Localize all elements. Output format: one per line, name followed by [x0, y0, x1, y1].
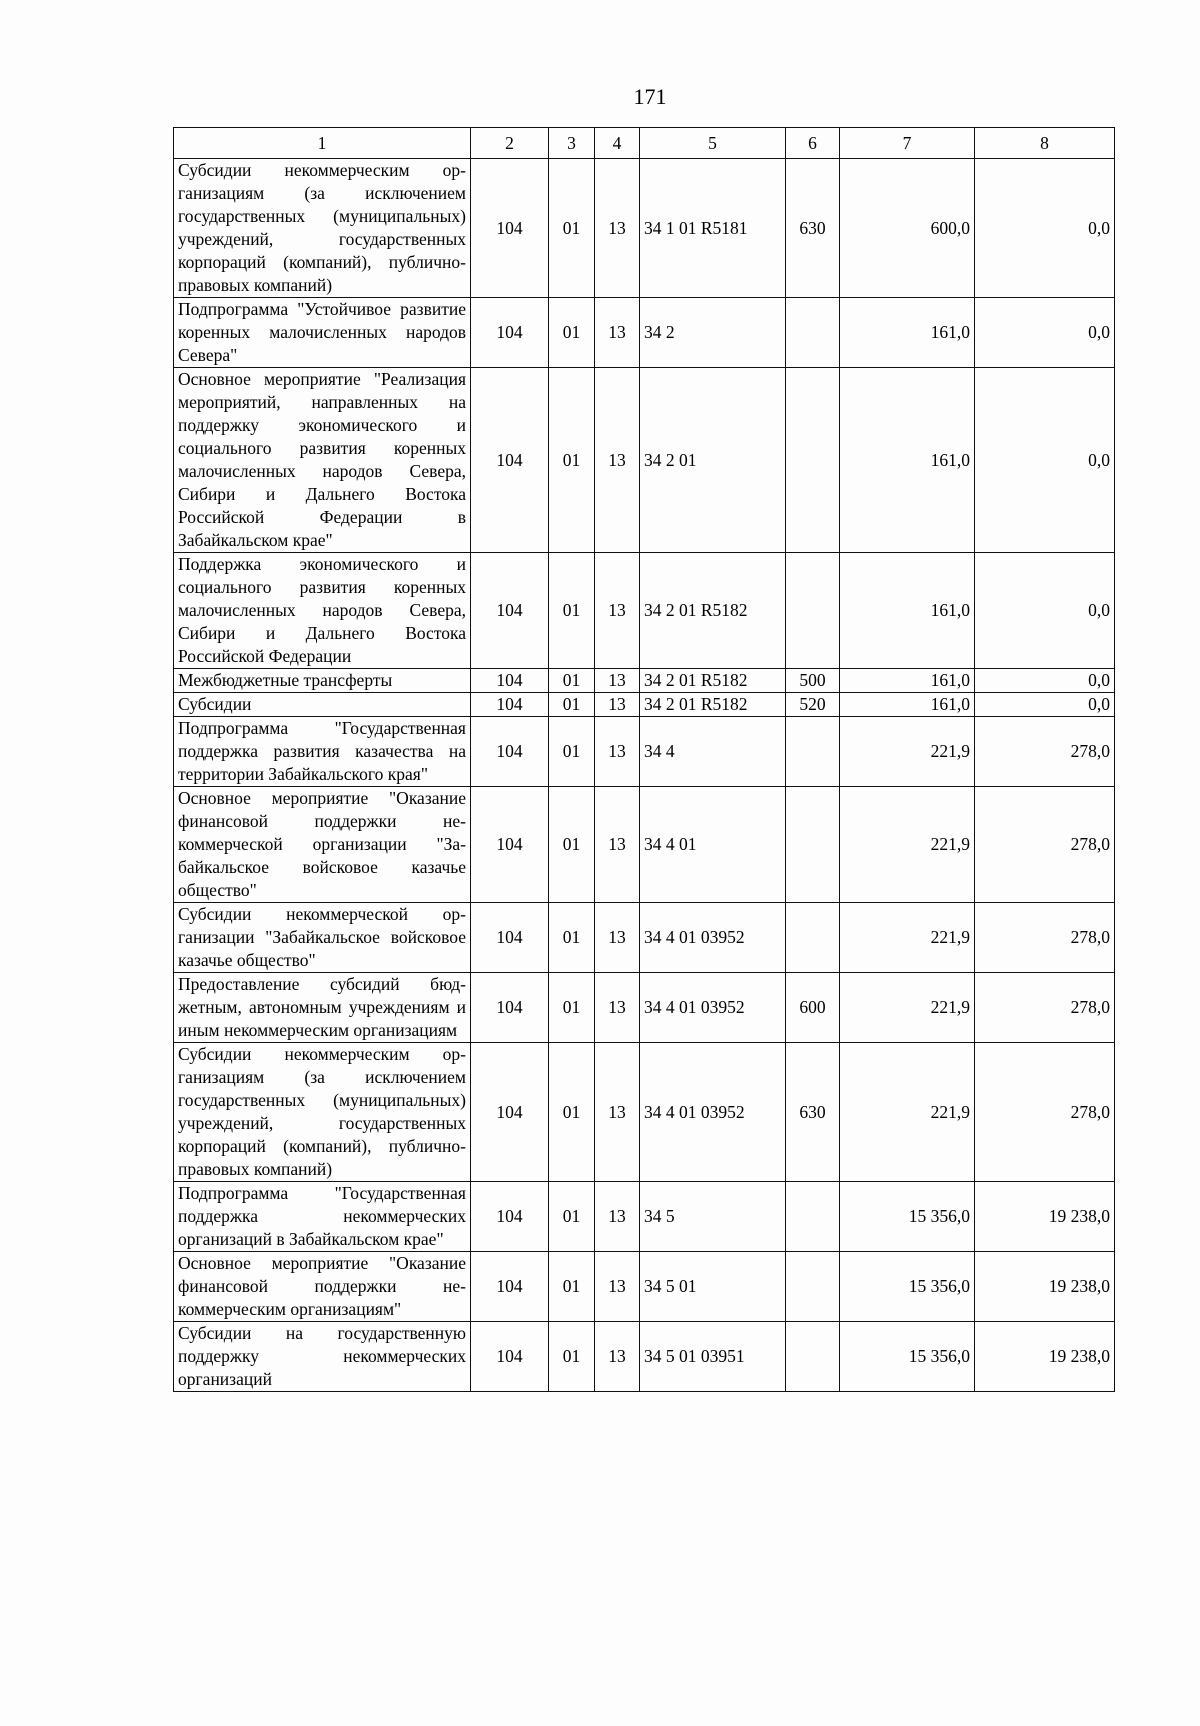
row-col4-cell: 13 — [595, 903, 640, 973]
row-name-cell: Подпрограмма "Государственная поддержка некоммерческих организаций в Забайкальском крае" — [174, 1182, 471, 1252]
row-col8-cell: 19 238,0 — [975, 1252, 1115, 1322]
row-col3-cell: 01 — [549, 1182, 595, 1252]
row-name-cell: Основное мероприятие "Оказание финансовой поддержки некоммерческой организации "Забайкальское войсковое казачье общество" — [174, 787, 471, 903]
row-col7-cell: 161,0 — [840, 368, 975, 553]
row-col6-cell — [786, 1322, 840, 1392]
row-col4-cell: 13 — [595, 669, 640, 693]
page-number: 171 — [633, 84, 667, 109]
row-col5-cell: 34 2 01 — [640, 368, 786, 553]
header-cell: 2 — [471, 128, 549, 159]
header-cell: 4 — [595, 128, 640, 159]
table-row — [174, 1252, 1115, 1322]
row-col6-cell — [786, 368, 840, 553]
row-col3-cell: 01 — [549, 787, 595, 903]
row-col7-cell: 161,0 — [840, 669, 975, 693]
row-col6-cell — [786, 717, 840, 787]
row-col6-cell: 600 — [786, 973, 840, 1043]
row-col4-cell: 13 — [595, 693, 640, 717]
row-col5-cell: 34 5 01 03951 — [640, 1322, 786, 1392]
row-col3-cell: 01 — [549, 973, 595, 1043]
row-col7-cell: 600,0 — [840, 159, 975, 298]
row-col6-cell — [786, 903, 840, 973]
row-name-cell: Субсидии некоммерческим организациям (за исключением государственных (муниципальных) учреждений, государственных корпораций (компаний), публично-правовых компаний) — [174, 159, 471, 298]
row-col8-cell: 0,0 — [975, 298, 1115, 368]
row-col5-cell: 34 4 01 03952 — [640, 973, 786, 1043]
header-cell: 1 — [174, 128, 471, 159]
row-col5-cell: 34 2 01 R5182 — [640, 693, 786, 717]
row-col7-cell: 161,0 — [840, 553, 975, 669]
row-col5-cell: 34 4 01 03952 — [640, 1043, 786, 1182]
row-col7-cell: 221,9 — [840, 787, 975, 903]
row-col8-cell: 278,0 — [975, 903, 1115, 973]
row-col6-cell: 500 — [786, 669, 840, 693]
row-col6-cell — [786, 1182, 840, 1252]
row-col7-cell: 15 356,0 — [840, 1182, 975, 1252]
header-cell: 8 — [975, 128, 1115, 159]
row-col2-cell: 104 — [471, 1182, 549, 1252]
row-col5-cell: 34 2 01 R5182 — [640, 669, 786, 693]
row-col2-cell: 104 — [471, 717, 549, 787]
table-row — [174, 1043, 1115, 1182]
row-col5-cell: 34 5 — [640, 1182, 786, 1252]
row-col8-cell: 0,0 — [975, 368, 1115, 553]
row-name-cell: Межбюджетные трансферты — [174, 669, 471, 693]
row-name-cell: Подпрограмма "Государственная поддержка развития казачества на территории Забайкальского края" — [174, 717, 471, 787]
table-row — [174, 553, 1115, 669]
table-row — [174, 1322, 1115, 1392]
row-col8-cell: 278,0 — [975, 1043, 1115, 1182]
row-col4-cell: 13 — [595, 973, 640, 1043]
row-col3-cell: 01 — [549, 717, 595, 787]
row-col2-cell: 104 — [471, 1252, 549, 1322]
row-col4-cell: 13 — [595, 298, 640, 368]
row-col6-cell — [786, 298, 840, 368]
row-col2-cell: 104 — [471, 553, 549, 669]
row-col3-cell: 01 — [549, 159, 595, 298]
row-col5-cell: 34 4 01 — [640, 787, 786, 903]
row-col3-cell: 01 — [549, 553, 595, 669]
table-row — [174, 368, 1115, 553]
row-col6-cell — [786, 1252, 840, 1322]
row-col6-cell: 630 — [786, 159, 840, 298]
row-col6-cell — [786, 787, 840, 903]
row-col8-cell: 19 238,0 — [975, 1322, 1115, 1392]
row-col2-cell: 104 — [471, 903, 549, 973]
row-col5-cell: 34 4 01 03952 — [640, 903, 786, 973]
table-row — [174, 903, 1115, 973]
row-col8-cell: 19 238,0 — [975, 1182, 1115, 1252]
row-col3-cell: 01 — [549, 693, 595, 717]
row-col2-cell: 104 — [471, 298, 549, 368]
row-col4-cell: 13 — [595, 553, 640, 669]
row-col4-cell: 13 — [595, 1182, 640, 1252]
budget-table — [173, 127, 1115, 1392]
table-row — [174, 973, 1115, 1043]
row-col4-cell: 13 — [595, 1322, 640, 1392]
row-col5-cell: 34 5 01 — [640, 1252, 786, 1322]
row-col4-cell: 13 — [595, 787, 640, 903]
table-row — [174, 1182, 1115, 1252]
row-col4-cell: 13 — [595, 159, 640, 298]
header-cell: 5 — [640, 128, 786, 159]
row-name-cell: Субсидии — [174, 693, 471, 717]
row-col2-cell: 104 — [471, 669, 549, 693]
row-col8-cell: 278,0 — [975, 717, 1115, 787]
row-col7-cell: 221,9 — [840, 973, 975, 1043]
row-col6-cell: 520 — [786, 693, 840, 717]
table-row — [174, 693, 1115, 717]
row-col4-cell: 13 — [595, 1252, 640, 1322]
row-col4-cell: 13 — [595, 368, 640, 553]
row-col7-cell: 221,9 — [840, 1043, 975, 1182]
row-col8-cell: 0,0 — [975, 553, 1115, 669]
row-col7-cell: 161,0 — [840, 693, 975, 717]
row-col2-cell: 104 — [471, 787, 549, 903]
table-row — [174, 669, 1115, 693]
row-col6-cell: 630 — [786, 1043, 840, 1182]
row-col8-cell: 0,0 — [975, 669, 1115, 693]
table-row — [174, 159, 1115, 298]
row-name-cell: Предоставление субсидий бюджетным, автономным учреждениям и иным некоммерческим организациям — [174, 973, 471, 1043]
header-cell: 3 — [549, 128, 595, 159]
row-col3-cell: 01 — [549, 1043, 595, 1182]
table-row — [174, 787, 1115, 903]
row-col7-cell: 15 356,0 — [840, 1252, 975, 1322]
row-col7-cell: 161,0 — [840, 298, 975, 368]
row-col5-cell: 34 1 01 R5181 — [640, 159, 786, 298]
row-col8-cell: 278,0 — [975, 787, 1115, 903]
row-col2-cell: 104 — [471, 973, 549, 1043]
row-col8-cell: 278,0 — [975, 973, 1115, 1043]
row-col2-cell: 104 — [471, 1043, 549, 1182]
row-col2-cell: 104 — [471, 368, 549, 553]
row-col3-cell: 01 — [549, 1252, 595, 1322]
row-name-cell: Подпрограмма "Устойчивое развитие коренных малочисленных народов Севера" — [174, 298, 471, 368]
header-cell: 6 — [786, 128, 840, 159]
table-header-row — [174, 128, 1115, 159]
row-col6-cell — [786, 553, 840, 669]
row-name-cell: Поддержка экономического и социального развития коренных малочисленных народов Севера, Сибири и Дальнего Востока Российской Федерации — [174, 553, 471, 669]
row-col5-cell: 34 2 — [640, 298, 786, 368]
row-col2-cell: 104 — [471, 1322, 549, 1392]
row-col2-cell: 104 — [471, 693, 549, 717]
row-col3-cell: 01 — [549, 368, 595, 553]
row-name-cell: Основное мероприятие "Оказание финансовой поддержки некоммерческим организациям" — [174, 1252, 471, 1322]
row-col2-cell: 104 — [471, 159, 549, 298]
row-col7-cell: 221,9 — [840, 717, 975, 787]
row-col3-cell: 01 — [549, 669, 595, 693]
row-name-cell: Субсидии некоммерческой организации "Забайкальское войсковое казачье общество" — [174, 903, 471, 973]
table-row — [174, 298, 1115, 368]
row-name-cell: Субсидии некоммерческим организациям (за исключением государственных (муниципальных) учреждений, государственных корпораций (компаний), публично-правовых компаний) — [174, 1043, 471, 1182]
row-name-cell: Основное мероприятие "Реализация мероприятий, направленных на поддержку экономического и социального развития коренных малочисленных народов Севера, Сибири и Дальнего Востока Российской Федерации в Забайкальском крае" — [174, 368, 471, 553]
row-col4-cell: 13 — [595, 1043, 640, 1182]
row-col7-cell: 221,9 — [840, 903, 975, 973]
row-col5-cell: 34 2 01 R5182 — [640, 553, 786, 669]
row-col8-cell: 0,0 — [975, 693, 1115, 717]
header-cell: 7 — [840, 128, 975, 159]
table-row — [174, 717, 1115, 787]
row-col3-cell: 01 — [549, 1322, 595, 1392]
row-col7-cell: 15 356,0 — [840, 1322, 975, 1392]
row-col3-cell: 01 — [549, 903, 595, 973]
row-col3-cell: 01 — [549, 298, 595, 368]
row-name-cell: Субсидии на государственную поддержку некоммерческих организаций — [174, 1322, 471, 1392]
row-col4-cell: 13 — [595, 717, 640, 787]
row-col5-cell: 34 4 — [640, 717, 786, 787]
row-col8-cell: 0,0 — [975, 159, 1115, 298]
table-body — [174, 159, 1115, 1392]
